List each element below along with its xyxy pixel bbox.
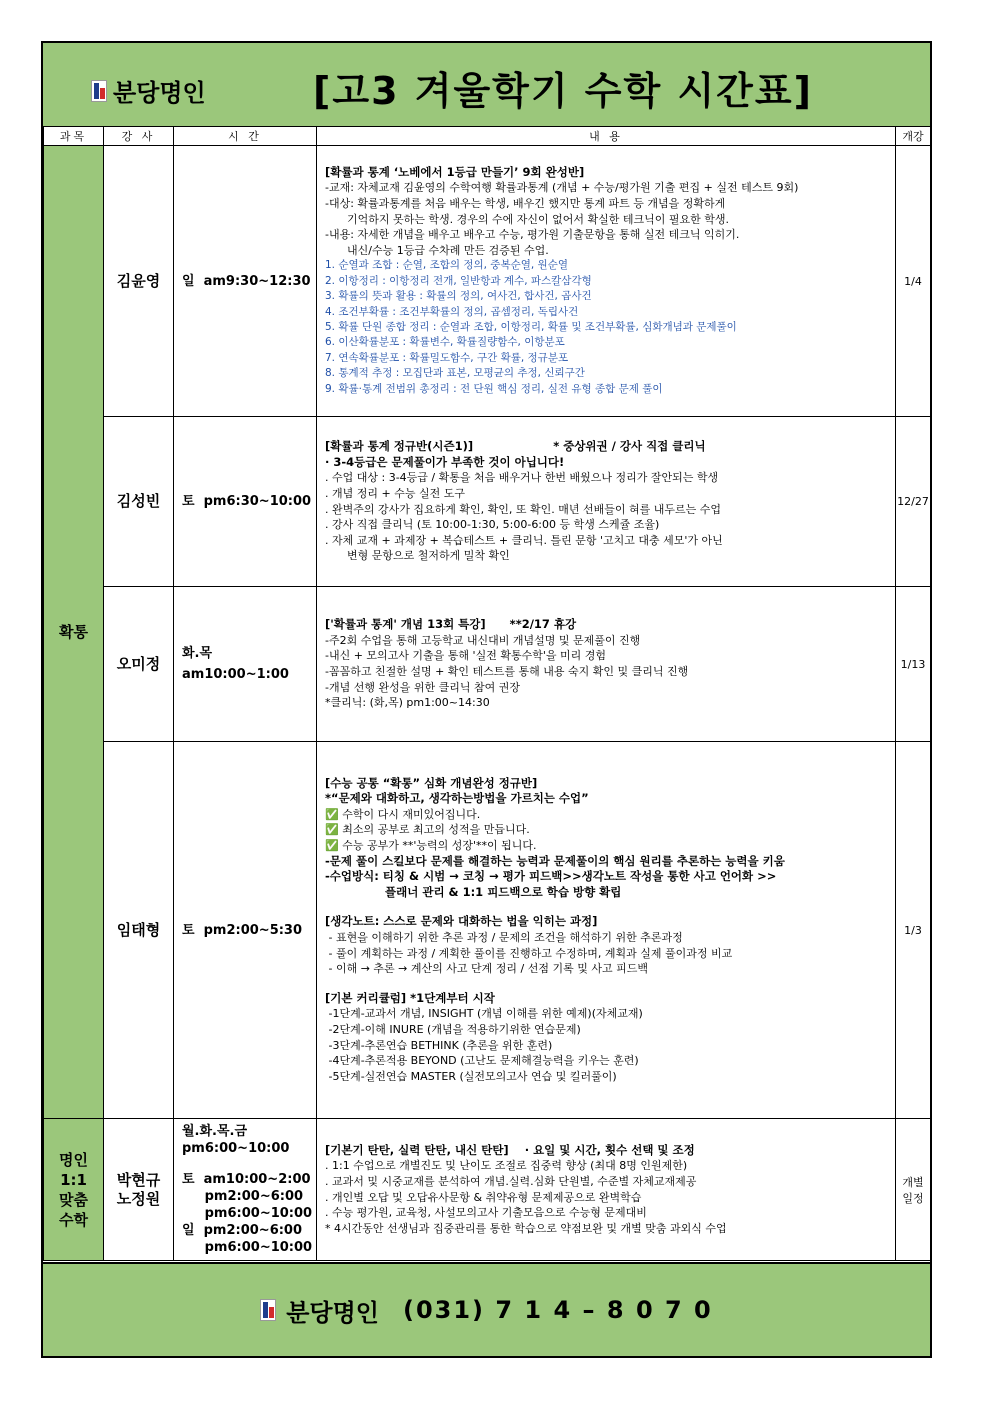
- schedule-table: [43, 126, 931, 1261]
- content-cell: [317, 742, 896, 1119]
- content-line: -5단계-실전연습 MASTER (실전모의고사 연습 및 킬러풀이): [325, 1069, 617, 1083]
- time-cell: [174, 1119, 317, 1261]
- content-line: . 개인별 오답 및 오답유사문항 & 취약유형 문제제공으로 완벽학습: [325, 1190, 642, 1204]
- content-cell: [317, 417, 896, 587]
- content-line: -1단계-교과서 개념, INSIGHT (개념 이해를 위한 예제)(자체교재): [325, 1007, 643, 1021]
- time-line: [182, 1157, 316, 1171]
- content-line: 3. 확률의 뜻과 활용 : 확률의 정의, 여사건, 합사건, 곱사건: [325, 290, 592, 303]
- content-line: . 수능 평가원, 교육청, 사설모의고사 기출모음으로 수능형 문제대비: [325, 1206, 647, 1220]
- content-line: ✅ 수학이 다시 재미있어집니다.: [325, 807, 481, 821]
- start-date-cell: 개별 일정: [896, 1119, 931, 1261]
- table-row: [44, 1119, 931, 1261]
- teacher-cell: 김윤영: [104, 146, 174, 417]
- content-line: *“문제와 대화하고, 생각하는방법을 가르치는 수업”: [325, 791, 589, 806]
- content-line: 9. 확률·통계 전범위 총정리 : 전 단원 핵심 정리, 실전 유형 종합 문제 풀이: [325, 382, 663, 395]
- header-banner: [43, 43, 930, 128]
- logo-icon: [91, 80, 107, 102]
- content-line: · 3-4등급은 문제풀이가 부족한 것이 아닙니다!: [325, 454, 565, 469]
- content-line: . 교과서 및 시중교재를 분석하여 개념.실력.심화 단원별, 수준별 자체교재제공: [325, 1174, 697, 1188]
- time-line: pm6:00~10:00: [182, 1206, 313, 1221]
- time-cell: [174, 417, 317, 587]
- start-date-cell: 1/4: [896, 146, 931, 417]
- content-line: *클리닉: (화,목) pm1:00~14:30: [325, 696, 490, 710]
- start-date-cell: 1/3: [896, 742, 931, 1119]
- header-brand: 분당명인: [113, 79, 206, 107]
- time-line: 토 pm2:00~5:30: [182, 922, 303, 938]
- content-line: [325, 900, 891, 914]
- time-line: pm6:00~10:00: [182, 1141, 290, 1156]
- content-line: 4. 조건부확률 : 조건부확률의 정의, 곱셈정리, 독립사건: [325, 305, 579, 318]
- content-line: -문제 풀이 스킬보다 문제를 해결하는 능력과 문제풀이의 핵심 원리를 추론하는 능력을 키움: [325, 853, 785, 868]
- time-cell: [174, 742, 317, 1119]
- content-line: 플래너 관리 & 1:1 피드백으로 학습 방향 확립: [385, 884, 622, 899]
- col-teacher: 강 사: [104, 127, 174, 146]
- col-time: 시 간: [174, 127, 317, 146]
- content-line: -개념 선행 완성을 위한 클리닉 참여 권장: [325, 680, 520, 694]
- content-line: [확률과 통계 ‘노베에서 1등급 만들기’ 9회 완성반]: [325, 164, 585, 179]
- time-line: 월.화.목.금: [182, 1124, 248, 1139]
- time-cell: [174, 146, 317, 417]
- col-content: 내 용: [317, 127, 896, 146]
- content-cell: [317, 1119, 896, 1261]
- content-line: * 4시간동안 선생님과 집중관리를 통한 학습으로 약점보완 및 개별 맞춤 과외식 수업: [325, 1221, 727, 1235]
- subject-cell: 확통: [44, 146, 104, 1119]
- start-date-cell: 12/27: [896, 417, 931, 587]
- content-line: ✅ 수능 공부가 **'능력의 성장'**이 됩니다.: [325, 839, 537, 853]
- time-line: pm2:00~6:00: [182, 1189, 304, 1204]
- content-line: 5. 확률 단원 종합 정리 : 순열과 조합, 이항정리, 확률 및 조건부확률, 심화개념과 문제풀이: [325, 321, 737, 334]
- content-line: . 완벽주의 강사가 집요하게 확인, 확인, 또 확인. 매년 선배들이 혀를 내두르는 수업: [325, 502, 721, 516]
- logo-icon: [260, 1299, 276, 1321]
- time-line: pm6:00~10:00: [182, 1240, 313, 1255]
- content-line: [325, 977, 891, 991]
- content-cell: [317, 146, 896, 417]
- content-line: 1. 순열과 조합 : 순열, 조합의 정의, 중복순열, 원순열: [325, 259, 568, 272]
- subject-cell: 명인 1:1 맞춤 수학: [44, 1119, 104, 1261]
- footer-phone: (031) 7 1 4 – 8 0 7 0: [402, 1296, 713, 1324]
- content-line: . 1:1 수업으로 개별진도 및 난이도 조절로 집중력 향상 (최대 8명 인원제한): [325, 1159, 688, 1173]
- header-logo: [91, 73, 206, 108]
- content-line: 8. 통계적 추정 : 모집단과 표본, 모평균의 추정, 신뢰구간: [325, 367, 585, 380]
- col-subject: 과목: [44, 127, 104, 146]
- timetable-sheet: [41, 41, 932, 1358]
- content-line: ✅ 최소의 공부로 최고의 성적을 만듭니다.: [325, 823, 530, 837]
- teacher-cell: 오미정: [104, 587, 174, 742]
- content-line: 6. 이산확률분포 : 확률변수, 확률질량함수, 이항분포: [325, 336, 565, 349]
- content-line: [생각노트: 스스로 문제와 대화하는 법을 익히는 과정]: [325, 914, 598, 929]
- content-line: 변형 문항으로 철저하게 밀착 확인: [347, 549, 510, 563]
- content-line: 기억하지 못하는 학생. 경우의 수에 자신이 없어서 확실한 테크닉이 필요한 학생.: [347, 212, 729, 226]
- teacher-cell: 박현규 노정원: [104, 1119, 174, 1261]
- content-line: -4단계-추론적용 BEYOND (고난도 문제해결능력을 키우는 훈련): [325, 1054, 639, 1068]
- time-line: 일 am9:30~12:30: [182, 273, 311, 289]
- content-line: 7. 연속확률분포 : 확률밀도함수, 구간 확률, 정규분포: [325, 351, 569, 364]
- content-line: 내신/수능 1등급 수차례 만든 검증된 수업.: [347, 243, 549, 257]
- table-row: [44, 587, 931, 742]
- content-line: -2단계-이해 INURE (개념을 적용하기위한 연습문제): [325, 1022, 581, 1036]
- content-line: [기본기 탄탄, 실력 탄탄, 내신 탄탄] · 요일 및 시간, 횟수 선택 및 조정: [325, 1142, 695, 1157]
- content-line: -주2회 수업을 통해 고등학교 내신대비 개념설명 및 문제풀이 진행: [325, 633, 641, 647]
- time-line: 일 pm2:00~6:00: [182, 1223, 303, 1238]
- time-line: am10:00~1:00: [182, 667, 289, 682]
- table-row: [44, 742, 931, 1119]
- teacher-cell: 김성빈: [104, 417, 174, 587]
- content-line: -대상: 확률과통계를 처음 배우는 학생, 배우긴 했지만 통계 파트 등 개념을 정확하게: [325, 197, 726, 211]
- content-line: 2. 이항정리 : 이항정리 전개, 일반항과 계수, 파스칼삼각형: [325, 274, 592, 287]
- teacher-cell: 임태형: [104, 742, 174, 1119]
- content-line: -꼼꼼하고 친절한 설명 + 확인 테스트를 통해 내용 숙지 확인 및 클리닉 진행: [325, 665, 689, 678]
- page-title: [고3 겨울학기 수학 시간표]: [313, 69, 813, 113]
- content-line: . 개념 정리 + 수능 실전 도구: [325, 486, 465, 500]
- footer-banner: [43, 1262, 930, 1356]
- col-start: 개강: [896, 127, 931, 146]
- content-line: ['확률과 통계' 개념 13회 특강] **2/17 휴강: [325, 617, 577, 632]
- content-cell: [317, 587, 896, 742]
- content-line: - 표현을 이해하기 위한 추론 과정 / 문제의 조건을 해석하기 위한 추론과정: [325, 931, 683, 944]
- content-line: - 풀이 계획하는 과정 / 계획한 풀이를 진행하고 수정하며, 계획과 실제 풀이과정 비교: [325, 946, 733, 960]
- content-line: -내신 + 모의고사 기출을 통해 '실전 확통수학'을 미리 경험: [325, 649, 606, 663]
- footer-brand: 분당명인: [286, 1298, 379, 1327]
- table-row: [44, 417, 931, 587]
- start-date-cell: 1/13: [896, 587, 931, 742]
- content-line: [확률과 통계 정규반(시즌1)] * 중상위권 / 강사 직접 클리닉: [325, 439, 706, 454]
- time-line: 화.목: [182, 646, 213, 661]
- content-line: . 자체 교재 + 과제장 + 복습테스트 + 클리닉. 틀린 문항 '고치고 대충 세모'가 아닌: [325, 533, 723, 547]
- content-line: . 수업 대상 : 3-4등급 / 확통을 처음 배우거나 한번 배웠으나 정리가 잘안되는 학생: [325, 471, 719, 485]
- time-line: 토 pm6:30~10:00: [182, 494, 312, 509]
- table-header-row: [44, 127, 931, 146]
- content-line: -내용: 자세한 개념을 배우고 배우고 수능, 평가원 기출문항을 통해 실전 테크닉 익히기.: [325, 228, 740, 242]
- content-line: -교재: 자체교재 김윤영의 수학여행 확률과통계 (개념 + 수능/평가원 기출 편집 + 실전 테스트 9회): [325, 181, 799, 195]
- content-line: [기본 커리큘럼] *1단계부터 시작: [325, 990, 495, 1005]
- table-row: [44, 146, 931, 417]
- content-line: - 이해 → 추론 → 계산의 사고 단계 정리 / 선점 기록 및 사고 피드백: [325, 962, 648, 976]
- content-line: -수업방식: 티칭 & 시범 → 코칭 → 평가 피드백>>생각노트 작성을 통한 사고 언어화 >>: [325, 869, 777, 884]
- time-cell: [174, 587, 317, 742]
- content-line: . 강사 직접 클리닉 (토 10:00-1:30, 5:00-6:00 등 학생 스케쥴 조율): [325, 518, 660, 532]
- content-line: -3단계-추론연습 BETHINK (추론을 위한 훈련): [325, 1038, 553, 1052]
- content-line: [수능 공통 “확통” 심화 개념완성 정규반]: [325, 775, 538, 790]
- time-line: 토 am10:00~2:00: [182, 1172, 311, 1187]
